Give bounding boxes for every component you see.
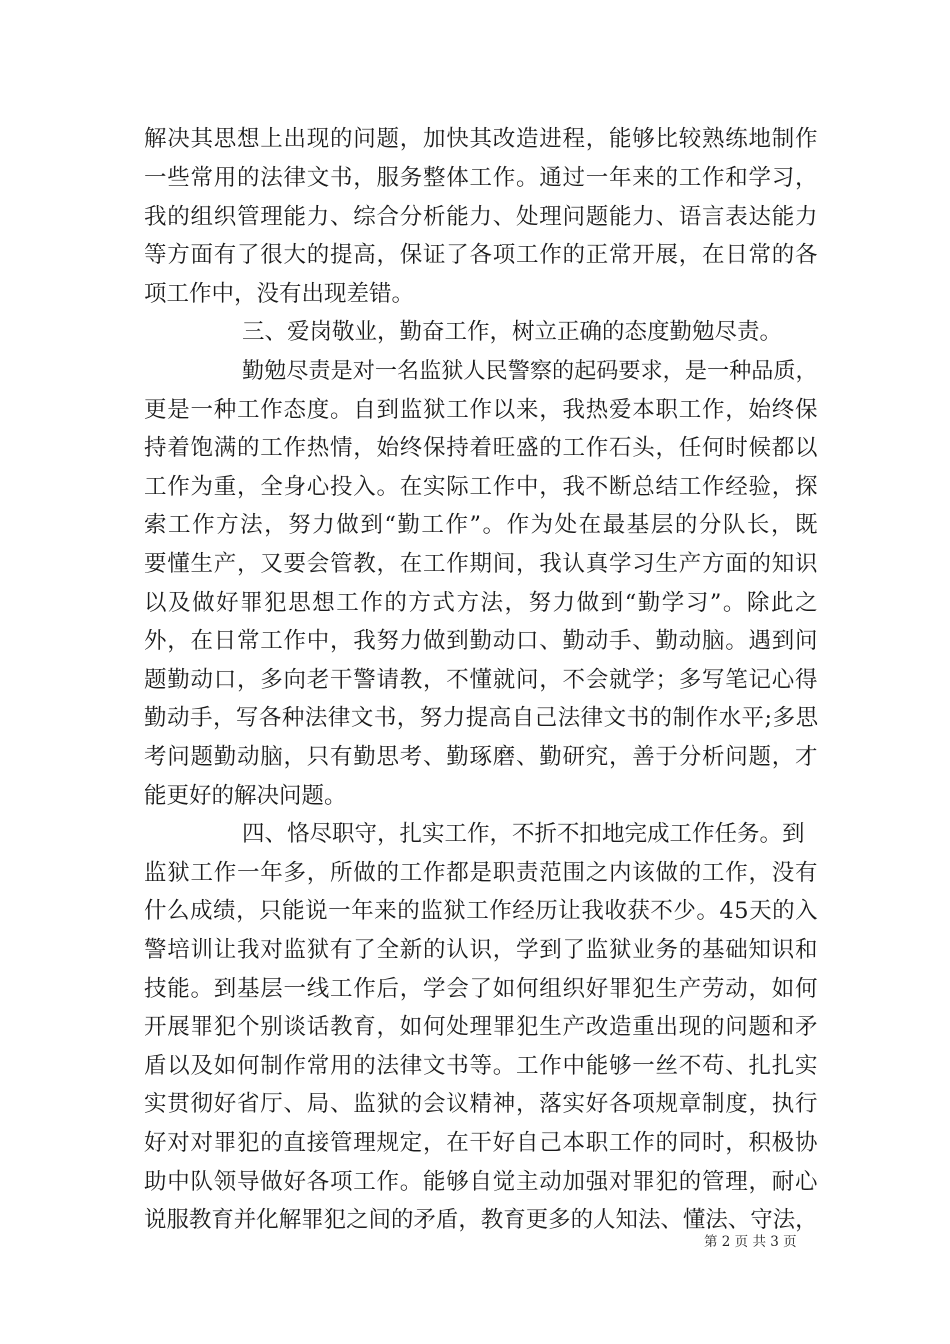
text-line: 监狱工作一年多，所做的工作都是职责范围之内该做的工作，没有 (144, 860, 819, 886)
text-line: 题勤动口，多向老干警请教，不懂就问，不会就学；多写笔记心得 (144, 667, 819, 693)
text-line: 以及做好罪犯思想工作的方式方法，努力做到“勤学习”。除此之 (144, 590, 820, 616)
text-line: 等方面有了很大的提高，保证了各项工作的正常开展，在日常的各 (144, 242, 819, 268)
text-line: 我的组织管理能力、综合分析能力、处理问题能力、语言表达能力 (144, 204, 819, 230)
text-line: 勤动手，写各种法律文书，努力提高自己法律文书的制作水平;多思 (144, 705, 819, 731)
text-line: 好对对罪犯的直接管理规定，在干好自己本职工作的同时，积极协 (144, 1130, 819, 1156)
text-line: 索工作方法，努力做到“勤工作”。作为处在最基层的分队长，既 (144, 512, 820, 538)
text-line: 能更好的解决问题。 (144, 783, 347, 809)
text-line: 助中队领导做好各项工作。能够自觉主动加强对罪犯的管理，耐心 (144, 1169, 819, 1195)
text-line: 什么成绩，只能说一年来的监狱工作经历让我收获不少。45天的入 (144, 898, 819, 924)
text-line: 工作为重，全身心投入。在实际工作中，我不断总结工作经验，探 (144, 474, 819, 500)
text-line: 外，在日常工作中，我努力做到勤动口、勤动手、勤动脑。遇到问 (144, 628, 819, 654)
text-line: 更是一种工作态度。自到监狱工作以来，我热爱本职工作，始终保 (144, 397, 819, 423)
text-line: 项工作中，没有出现差错。 (144, 281, 415, 307)
text-line: 技能。到基层一线工作后，学会了如何组织好罪犯生产劳动，如何 (144, 976, 819, 1002)
text-line: 实贯彻好省厅、局、监狱的会议精神，落实好各项规章制度，执行 (144, 1091, 819, 1117)
text-line: 盾以及如何制作常用的法律文书等。工作中能够一丝不苟、扎扎实 (144, 1053, 819, 1079)
page-number: 第 2 页 共 3 页 (704, 1234, 797, 1250)
section-heading-3: 三、爱岗敬业，勤奋工作，树立正确的态度勤勉尽责。 (242, 319, 783, 345)
text-line: 要懂生产，又要会管教，在工作期间，我认真学习生产方面的知识 (144, 551, 819, 577)
text-line: 考问题勤动脑，只有勤思考、勤琢磨、勤研究，善于分析问题，才 (144, 744, 819, 770)
paragraph-start: 勤勉尽责是对一名监狱人民警察的起码要求，是一种品质， (242, 358, 818, 384)
section-heading-4: 四、恪尽职守，扎实工作，不折不扣地完成工作任务。到 (242, 821, 805, 847)
text-line: 持着饱满的工作热情，始终保持着旺盛的工作石头，任何时候都以 (144, 435, 819, 461)
text-line: 警培训让我对监狱有了全新的认识，学到了监狱业务的基础知识和 (144, 937, 819, 963)
text-line: 解决其思想上出现的问题，加快其改造进程，能够比较熟练地制作 (144, 126, 819, 152)
text-line: 说服教育并化解罪犯之间的矛盾，教育更多的人知法、懂法、守法， (144, 1207, 818, 1233)
text-line: 开展罪犯个别谈话教育，如何处理罪犯生产改造重出现的问题和矛 (144, 1014, 819, 1040)
text-line: 一些常用的法律文书，服务整体工作。通过一年来的工作和学习， (144, 165, 819, 191)
